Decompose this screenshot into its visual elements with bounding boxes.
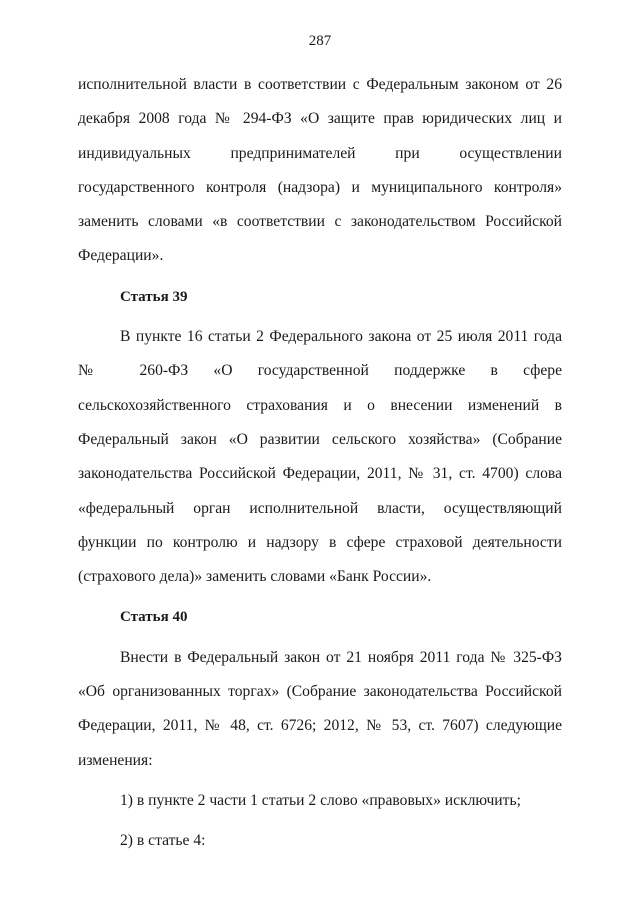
article-40-heading: Статья 40 <box>120 609 188 626</box>
list-item-1: 1) в пункте 2 части 1 статьи 2 слово «правовых» исключить; <box>120 791 521 809</box>
page-number: 287 <box>308 33 332 49</box>
article-39-text: В пункте 16 статьи 2 Федерального закона от 25 июля 2011 года № 260-ФЗ «О государственной поддержке в сфере сельскохозяйственного страхования и о внесении изменений в Федеральный закон «О развитии сельского хозяйства» (Собрание законодательства Российской Федерации, 2011, № 31, ст. 4700) слова «федеральный орган исполнительной власти, осуществляющий функции по контролю и надзору в сфере страховой деятельности (страхового дела)» заменить словами «Банк России». <box>78 328 562 586</box>
article-39-heading: Статья 39 <box>120 288 188 305</box>
article-40-text: Внести в Федеральный закон от 21 ноября 2011 года № 325-ФЗ «Об организованных торгах» (Собрание законодательства Российской Федерации, 2011, № 48, ст. 6726; 2012, № 53, ст. 7607) следующие изменения: <box>78 648 562 769</box>
list-item-2: 2) в статье 4: <box>120 832 206 850</box>
document-body <box>78 68 562 859</box>
paragraph-continuation: исполнительной власти в соответствии с Федеральным законом от 26 декабря 2008 года № 294-ФЗ «О защите прав юридических лиц и индивидуальных предпринимателей при осуществлении государственного контроля (надзора) и муниципального контроля» заменить словами «в соответствии с законодательством Российской Федерации». <box>78 76 562 265</box>
